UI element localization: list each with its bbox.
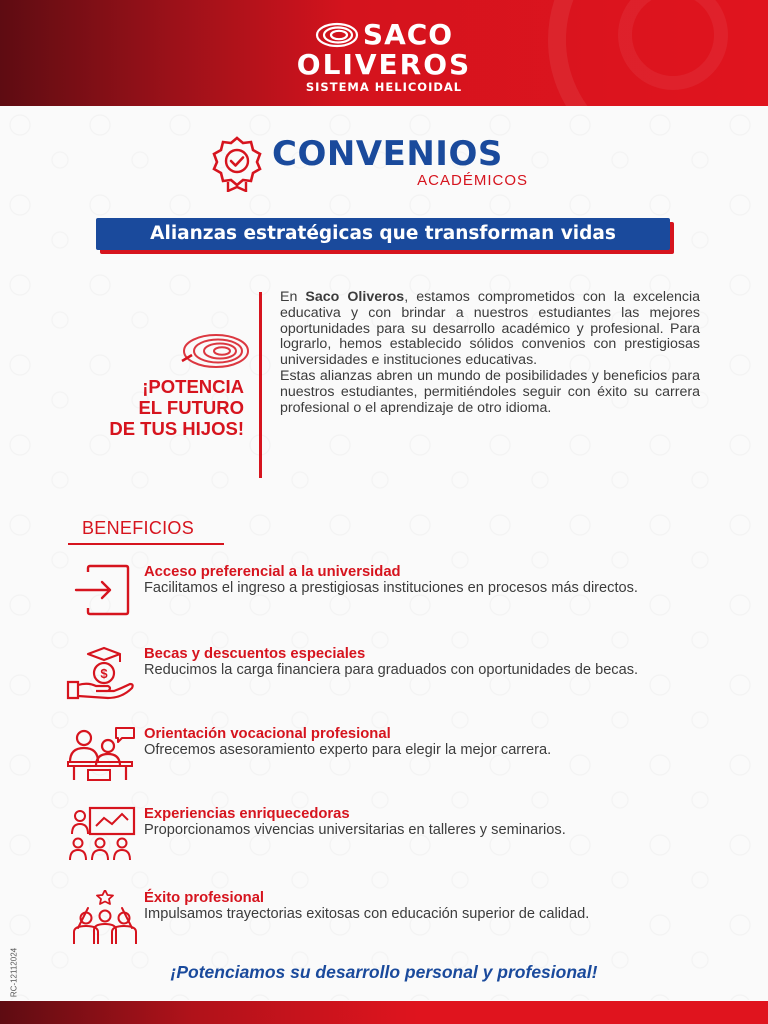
intro-brand: Saco Oliveros	[305, 289, 405, 305]
intro-paragraph	[280, 290, 700, 416]
counseling-icon	[64, 726, 138, 782]
logo-swirl-icon	[315, 22, 359, 48]
benefit-item	[64, 726, 688, 788]
logo-saco: SACO	[362, 18, 454, 51]
reference-code: RC-12112024	[9, 947, 19, 998]
benefit-item	[64, 564, 688, 626]
scholarship-hand-icon	[64, 646, 138, 702]
benefit-title: Experiencias enriquecedoras	[144, 806, 350, 822]
success-team-icon	[64, 890, 138, 946]
benefit-title: Éxito profesional	[144, 890, 265, 906]
slogan-text	[50, 376, 244, 439]
logo-oliveros: OLIVEROS	[296, 48, 472, 81]
benefits-heading: BENEFICIOS	[82, 518, 195, 538]
intro-lead: En	[280, 289, 306, 305]
divider-line	[259, 292, 262, 478]
closing-statement: ¡Potenciamos su desarrollo personal y profesional!	[170, 962, 598, 982]
title-main: CONVENIOS	[272, 134, 503, 174]
slogan-line: DE TUS HIJOS!	[109, 418, 244, 439]
enter-door-icon	[64, 564, 138, 620]
main-content	[0, 106, 768, 1000]
benefit-title: Orientación vocacional profesional	[144, 726, 391, 742]
benefit-title: Becas y descuentos especiales	[144, 646, 366, 662]
brand-logo	[0, 20, 768, 94]
seminar-icon	[64, 806, 138, 862]
benefit-item	[64, 806, 688, 868]
tagline-banner: Alianzas estratégicas que transforman vidas	[96, 218, 670, 250]
intro-p1: , estamos comprometidos con la excelencia educativa y con brindar a nuestros estudiantes las mejores oportunidades para su desarrollo académico y profesional. Para lograrlo, hemos establecido sólidos convenios con prestigiosas universidades e instituciones educativas.	[280, 289, 700, 369]
logo-sistema: SISTEMA HELICOIDAL	[305, 80, 463, 94]
footer-bar	[0, 1001, 768, 1024]
benefit-text: Reducimos la carga financiera para graduados con oportunidades de becas.	[144, 662, 639, 678]
benefit-text: Proporcionamos vivencias universitarias en talleres y seminarios.	[144, 822, 566, 838]
medal-badge-icon	[210, 136, 264, 192]
benefit-item	[64, 890, 688, 952]
header-banner	[0, 0, 768, 106]
benefit-item	[64, 646, 688, 708]
slogan-line: ¡POTENCIA	[142, 376, 244, 397]
benefits-underline	[68, 543, 224, 545]
svg-text:$: $	[100, 666, 108, 681]
slogan-line: EL FUTURO	[138, 397, 244, 418]
benefit-text: Facilitamos el ingreso a prestigiosas instituciones en procesos más directos.	[144, 580, 638, 596]
title-sub: ACADÉMICOS	[417, 172, 528, 189]
swirl-icon	[178, 331, 250, 371]
convenios-title	[210, 134, 570, 192]
benefit-text: Ofrecemos asesoramiento experto para elegir la mejor carrera.	[144, 742, 552, 758]
intro-p2: Estas alianzas abren un mundo de posibilidades y beneficios para nuestros estudiantes, permitiéndoles seguir con éxito su carrera profesional o el aprendizaje de otro idioma.	[280, 367, 700, 416]
benefit-title: Acceso preferencial a la universidad	[144, 564, 401, 580]
benefit-text: Impulsamos trayectorias exitosas con educación superior de calidad.	[144, 906, 590, 922]
